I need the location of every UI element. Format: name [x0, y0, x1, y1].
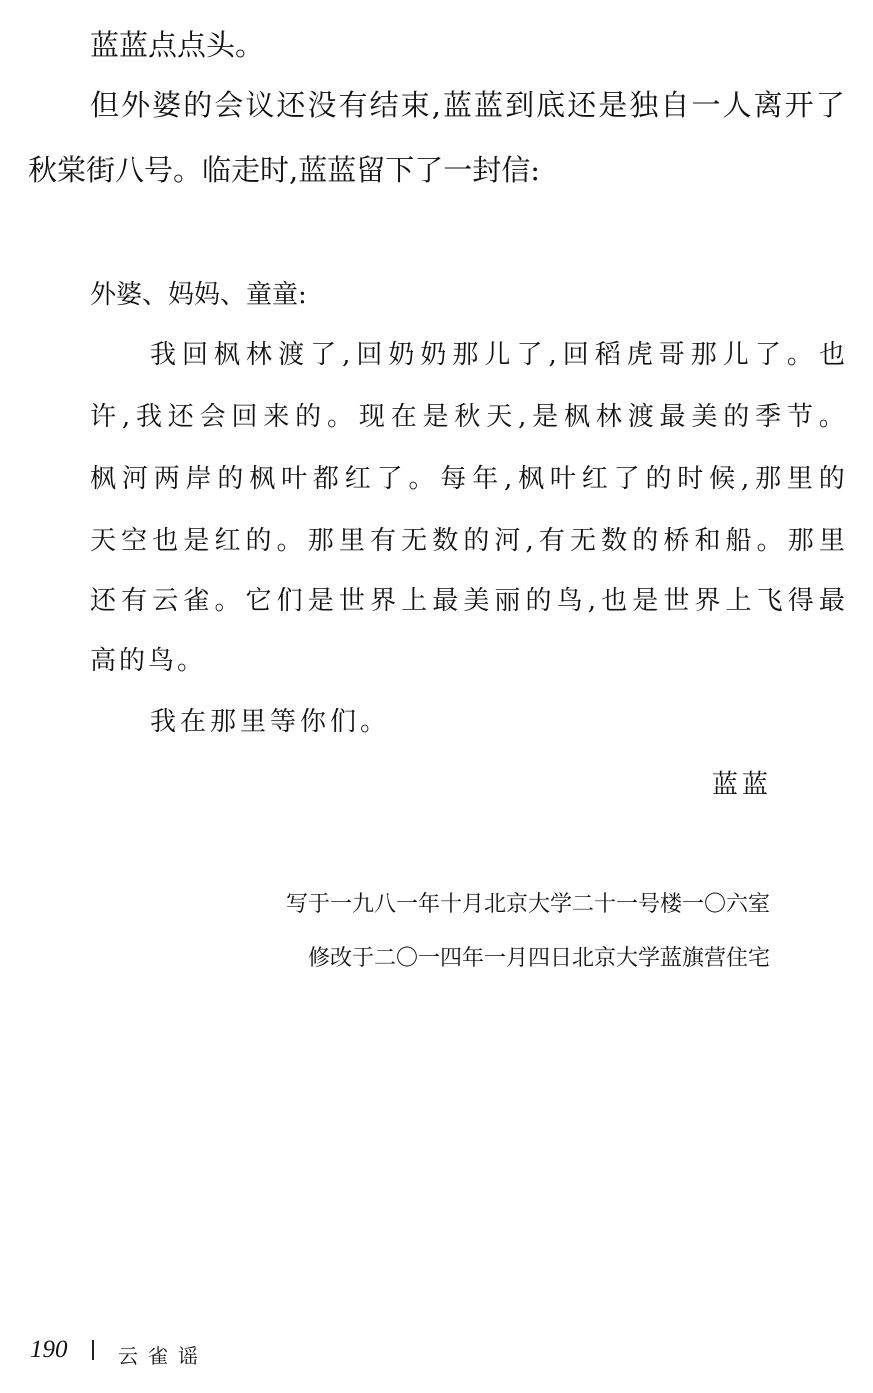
letter-line: 许 , 我 还 会 回 来 的 。 现 在 是 秋 天 , 是 枫 林 渡 最 美 的 季 节 。 — [90, 402, 845, 432]
page-number: 190 — [30, 1336, 68, 1363]
colophon-revised: 修改于二〇一四年一月四日北京大学蓝旗营住宅 — [307, 946, 770, 971]
narrative-line: 秋棠街八号。临走时,蓝蓝留下了一封信: — [28, 153, 540, 187]
letter-line: 枫 河 两 岸 的 枫 叶 都 红 了 。 每 年 , 枫 叶 红 了 的 时 候 , 那 里 的 — [90, 464, 845, 494]
letter-salutation: 外婆、妈妈、童童: — [90, 280, 307, 310]
letter-line: 我 回 枫 林 渡 了 , 回 奶 奶 那 儿 了 , 回 稻 虎 哥 那 儿 了 。 也 — [150, 340, 845, 370]
letter-line: 还 有 云 雀 。 它 们 是 世 界 上 最 美 丽 的 鸟 , 也 是 世 界 上 飞 得 最 — [90, 586, 845, 616]
letter-line: 高的鸟。 — [90, 646, 207, 676]
colophon-written: 写于一九八一年十月北京大学二十一号楼一〇六室 — [285, 892, 770, 917]
narrative-line: 但 外 婆 的 会 议 还 没 有 结 束 , 蓝 蓝 到 底 还 是 独 自 一 人 离 开 了 — [90, 88, 845, 122]
letter-signature: 蓝蓝 — [712, 770, 773, 800]
footer-divider — [92, 1340, 94, 1360]
letter-line: 我在那里等你们。 — [150, 707, 391, 737]
narrative-line: 蓝蓝点点头。 — [90, 28, 265, 62]
letter-line: 天 空 也 是 红 的 。 那 里 有 无 数 的 河 , 有 无 数 的 桥 和 船 。 那 里 — [90, 526, 845, 556]
book-title: 云雀谣 — [118, 1344, 208, 1368]
